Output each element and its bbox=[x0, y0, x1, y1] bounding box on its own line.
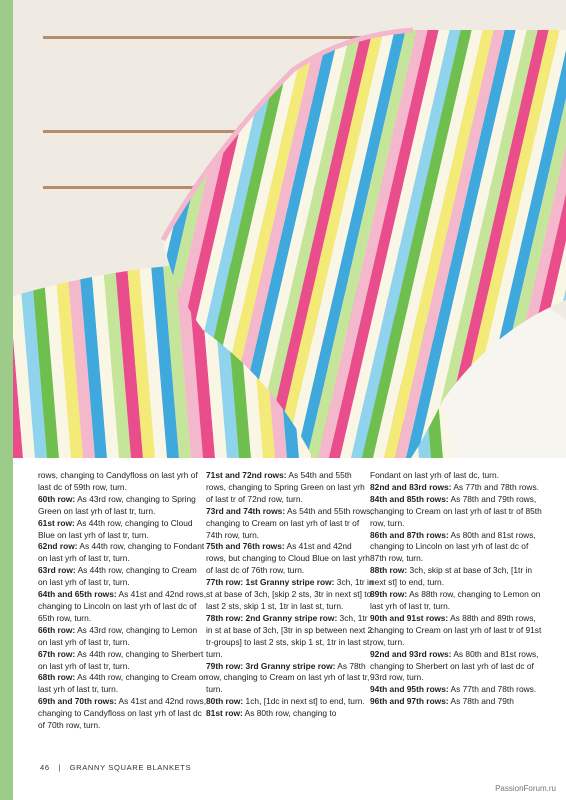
row-text: As 78th and 79th rows, changing to Cream on last yrh of last tr of 85th row, turn. bbox=[370, 493, 542, 528]
row-label: 92nd and 93rd rows: bbox=[370, 648, 452, 659]
instruction-paragraph bbox=[206, 661, 374, 697]
row-label: 61st row: bbox=[38, 517, 75, 528]
instruction-paragraph bbox=[370, 530, 546, 566]
row-text: As 78th row, changing to Cream on last yrh of last tr, turn. bbox=[206, 660, 370, 695]
row-text: As 88th row, changing to Lemon on last yrh of last tr, turn. bbox=[370, 589, 541, 611]
row-label: 63rd row: bbox=[38, 565, 76, 576]
instruction-paragraph bbox=[38, 649, 208, 673]
row-text: As 80th and 81st rows, changing to Sherbert on last yrh of last dc of 93rd row, turn. bbox=[370, 648, 539, 683]
row-text: As 41st and 42nd rows, changing to Candyfloss on last yrh of last dc of 70th row, turn. bbox=[38, 696, 207, 731]
instruction-paragraph bbox=[38, 470, 208, 494]
instruction-paragraph bbox=[370, 589, 546, 613]
instruction-paragraph bbox=[370, 649, 546, 685]
footer-separator: | bbox=[58, 763, 61, 772]
row-label: 90th and 91st rows: bbox=[370, 612, 449, 623]
instruction-paragraph bbox=[38, 672, 208, 696]
instruction-paragraph bbox=[38, 565, 208, 589]
instruction-paragraph bbox=[206, 470, 374, 506]
row-label: 82nd and 83rd rows: bbox=[370, 481, 452, 492]
instruction-paragraph bbox=[38, 589, 208, 625]
instruction-paragraph bbox=[370, 696, 546, 708]
row-text: As 77th and 78th rows. bbox=[448, 684, 537, 695]
row-text: As 54th and 55th rows, changing to Cream on last yrh of last tr of 74th row, turn. bbox=[206, 505, 373, 540]
row-text: rows, changing to Candyfloss on last yrh of last dc of 59th row, turn. bbox=[38, 470, 198, 492]
row-text: As 44th row, changing to Cloud Blue on last yrh of last tr, turn. bbox=[38, 517, 193, 540]
instruction-paragraph bbox=[206, 613, 374, 661]
page-footer bbox=[40, 763, 191, 772]
row-text: As 43rd row, changing to Spring Green on last yrh of last tr, turn. bbox=[38, 493, 196, 516]
row-label: 75th and 76th rows: bbox=[206, 541, 285, 552]
instruction-paragraph bbox=[38, 625, 208, 649]
row-text: 3ch, skip st at base of 3ch, [1tr in next st] to end, turn. bbox=[370, 565, 532, 588]
instruction-paragraph bbox=[206, 577, 374, 613]
instruction-paragraph bbox=[38, 541, 208, 565]
watermark: PassionForum.ru bbox=[495, 784, 556, 793]
text-column-1 bbox=[38, 470, 208, 732]
row-label: 71st and 72nd rows: bbox=[206, 470, 287, 480]
row-text: As 77th and 78th rows. bbox=[451, 481, 539, 492]
text-column-2 bbox=[206, 470, 374, 720]
row-text: As 44th row, changing to Cream on last yrh of last tr, turn. bbox=[38, 672, 208, 695]
row-label: 68th row: bbox=[38, 672, 76, 683]
instruction-paragraph bbox=[370, 684, 546, 696]
row-text: Fondant on last yrh of last dc, turn. bbox=[370, 470, 499, 480]
text-column-3 bbox=[370, 470, 546, 708]
row-text: As 80th and 81st rows, changing to Lincoln on last yrh of last dc of 87th row, turn. bbox=[370, 529, 536, 564]
instruction-paragraph bbox=[370, 613, 546, 649]
row-label: 81st row: bbox=[206, 708, 243, 719]
instruction-paragraph bbox=[38, 494, 208, 518]
instruction-paragraph bbox=[38, 518, 208, 542]
row-label: 73rd and 74th rows: bbox=[206, 505, 286, 516]
row-text: As 88th and 89th rows, changing to Cream on last yrh of last tr of 91st row, turn. bbox=[370, 612, 542, 647]
row-label: 78th row: 2nd Granny stripe row: bbox=[206, 612, 338, 623]
instruction-paragraph bbox=[370, 565, 546, 589]
row-text: 1ch, [1dc in next st] to end, turn. bbox=[243, 696, 365, 707]
row-label: 66th row: bbox=[38, 624, 76, 635]
instruction-paragraph bbox=[370, 470, 546, 482]
instruction-paragraph bbox=[206, 506, 374, 542]
side-color-bar bbox=[0, 0, 13, 800]
row-label: 60th row: bbox=[38, 493, 76, 504]
row-label: 88th row: bbox=[370, 565, 408, 576]
section-title: GRANNY SQUARE BLANKETS bbox=[69, 763, 192, 772]
row-text: As 78th and 79th bbox=[448, 696, 514, 707]
instruction-paragraph bbox=[206, 541, 374, 577]
row-label: 62nd row: bbox=[38, 541, 78, 552]
row-text: As 41st and 42nd rows, changing to Lincoln on last yrh of last dc of 65th row, turn. bbox=[38, 589, 207, 623]
row-label: 80th row: bbox=[206, 696, 244, 707]
instruction-paragraph bbox=[38, 696, 208, 732]
row-text: As 44th row, changing to Fondant on last yrh of last tr, turn. bbox=[38, 541, 205, 564]
row-text: As 41st and 42nd rows, but changing to Cloud Blue on last yrh of last dc of 76th row, turn. bbox=[206, 541, 370, 576]
row-text: As 80th row, changing to bbox=[242, 708, 337, 719]
instruction-paragraph bbox=[370, 482, 546, 494]
page-number: 46 bbox=[40, 763, 50, 772]
instruction-paragraph bbox=[206, 708, 374, 720]
row-label: 64th and 65th rows: bbox=[38, 589, 117, 600]
row-text: As 44th row, changing to Cream on last yrh of last tr, turn. bbox=[38, 565, 197, 588]
row-label: 89th row: bbox=[370, 589, 408, 600]
row-text: As 54th and 55th rows, changing to Spring Green on last yrh of last tr of 72nd row, turn. bbox=[206, 470, 365, 504]
row-label: 96th and 97th rows: bbox=[370, 696, 449, 707]
pattern-instructions bbox=[13, 470, 566, 770]
row-label: 69th and 70th rows: bbox=[38, 696, 117, 707]
row-label: 86th and 87th rows: bbox=[370, 529, 449, 540]
instruction-paragraph bbox=[206, 696, 374, 708]
row-text: As 44th row, changing to Sherbert on last yrh of last tr, turn. bbox=[38, 648, 204, 671]
row-label: 77th row: 1st Granny stripe row: bbox=[206, 577, 335, 588]
row-label: 84th and 85th rows: bbox=[370, 493, 449, 504]
row-label: 79th row: 3rd Granny stripe row: bbox=[206, 660, 336, 671]
row-text: 3ch, 1tr in st at base of 3ch, [skip 2 sts, 3tr in next st] to last 2 sts, skip 1 st, 1tr in last st, turn. bbox=[206, 577, 374, 611]
row-text: As 43rd row, changing to Lemon on last yrh of last tr, turn. bbox=[38, 624, 198, 647]
row-label: 94th and 95th rows: bbox=[370, 684, 449, 695]
row-text: 3ch, 1tr in st at base of 3ch, [3tr in sp between next 2 tr-groups] to last 2 sts, skip 1 st, 1tr in last st, turn. bbox=[206, 612, 373, 659]
blanket-photo bbox=[13, 0, 566, 458]
instruction-paragraph bbox=[370, 494, 546, 530]
row-label: 67th row: bbox=[38, 648, 76, 659]
